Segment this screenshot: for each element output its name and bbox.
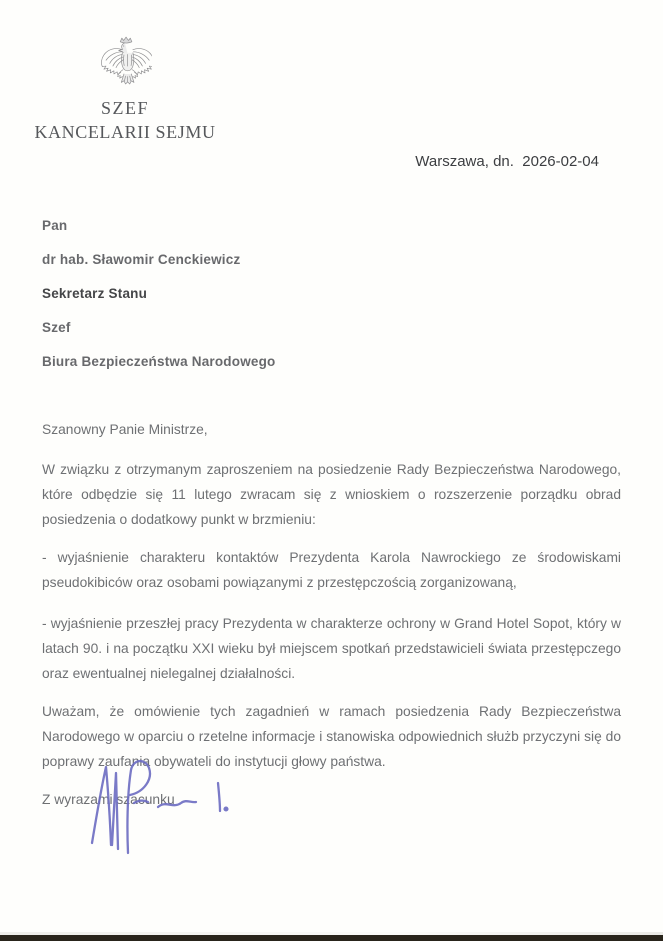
recipient-block xyxy=(42,218,276,388)
recipient-line-name: dr hab. Sławomir Cenckiewicz xyxy=(42,252,241,267)
letterhead-title-line2: KANCELARII SEJMU xyxy=(34,122,216,142)
recipient-line-title: Sekretarz Stanu xyxy=(42,286,148,301)
salutation: Szanowny Panie Ministrze, xyxy=(42,422,208,437)
dateline: Warszawa, dn. 2026-02-04 xyxy=(415,153,599,170)
closing-phrase: Z wyrazami szacunku xyxy=(42,792,175,807)
letterhead-title-line1: SZEF xyxy=(100,98,149,118)
paragraph-point-1: - wyjaśnienie charakteru kontaktów Prezydenta Karola Nawrockiego ze środowiskami pseudokibiców oraz osobami powiązanymi z przestępczością zorganizowaną, xyxy=(42,550,621,590)
recipient-line-pan: Pan xyxy=(42,218,68,233)
paragraph-conclusion: Uważam, że omówienie tych zagadnień w ramach posiedzenia Rady Bezpieczeństwa Narodowego w oparciu o rzetelne informacje i stanowiska odpowiednich służb przyczyni się do poprawy zaufania obywateli do instytucji głowy państwa. xyxy=(42,704,621,769)
recipient-line-institution: Biura Bezpieczeństwa Narodowego xyxy=(42,354,276,369)
paragraph-intro: W związku z otrzymanym zaproszeniem na posiedzenie Rady Bezpieczeństwa Narodowego, które odbędzie się 11 lutego zwracam się z wnioskiem o rozszerzenie porządku obrad posiedzenia o dodatkowy punkt w brzmieniu: xyxy=(42,462,621,527)
polish-eagle-emblem-icon xyxy=(98,36,152,94)
letterhead xyxy=(30,30,220,143)
recipient-line-role: Szef xyxy=(42,320,71,335)
scan-edge-bar xyxy=(0,935,663,941)
handwritten-signature xyxy=(70,745,260,863)
paragraph-point-2: - wyjaśnienie przeszłej pracy Prezydenta w charakterze ochrony w Grand Hotel Sopot, który w latach 90. i na początku XXI wieku był miejscem spotkań przedstawicieli świata przestępczego oraz ewentualnej nielegalnej działalności. xyxy=(42,616,621,681)
